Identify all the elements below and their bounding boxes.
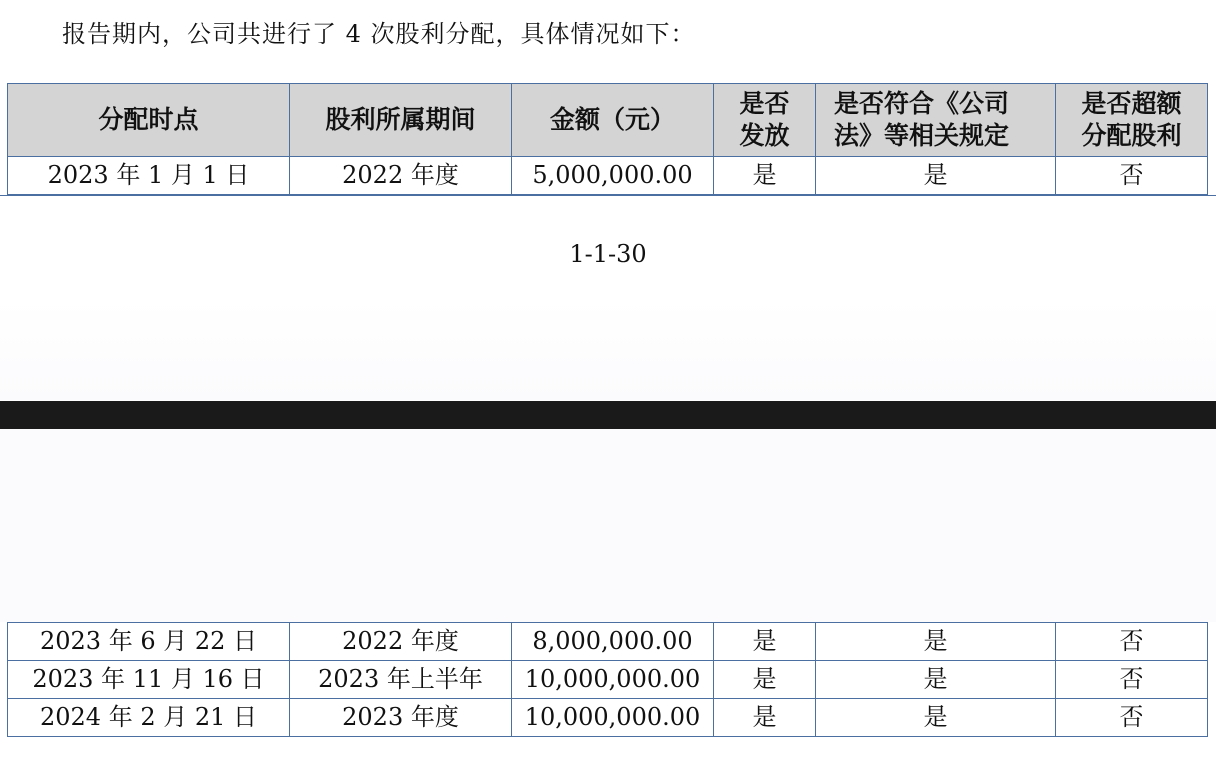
cell-period: 2023 年上半年	[290, 661, 512, 699]
dividend-table-page2	[7, 622, 1208, 737]
cell-amount: 10,000,000.00	[512, 661, 714, 699]
page-margin	[0, 300, 1216, 400]
cell-date: 2024 年 2 月 21 日	[8, 699, 290, 737]
intro-paragraph: 报告期内，公司共进行了 4 次股利分配，具体情况如下：	[62, 20, 696, 48]
page-separator	[0, 401, 1216, 429]
table-row	[8, 699, 1208, 737]
header-distribution-date: 分配时点	[8, 84, 290, 157]
cell-excess: 否	[1056, 157, 1208, 195]
header-paid: 是否发放	[714, 84, 816, 157]
dividend-table-page1	[7, 83, 1208, 195]
cell-amount: 5,000,000.00	[512, 157, 714, 195]
cell-date: 2023 年 1 月 1 日	[8, 157, 290, 195]
cell-excess: 否	[1056, 661, 1208, 699]
cell-excess: 否	[1056, 699, 1208, 737]
cell-period: 2023 年度	[290, 699, 512, 737]
page-number: 1-1-30	[569, 240, 647, 268]
page-margin	[0, 429, 1216, 622]
cell-date: 2023 年 6 月 22 日	[8, 623, 290, 661]
cell-paid: 是	[714, 699, 816, 737]
header-amount: 金额（元）	[512, 84, 714, 157]
cell-date: 2023 年 11 月 16 日	[8, 661, 290, 699]
header-compliant: 是否符合《公司法》等相关规定	[816, 84, 1056, 157]
cell-paid: 是	[714, 157, 816, 195]
cell-compliant: 是	[816, 623, 1056, 661]
header-excess: 是否超额分配股利	[1056, 84, 1208, 157]
cell-period: 2022 年度	[290, 623, 512, 661]
cell-compliant: 是	[816, 157, 1056, 195]
table-row	[8, 661, 1208, 699]
cell-amount: 8,000,000.00	[512, 623, 714, 661]
cell-compliant: 是	[816, 699, 1056, 737]
table-header-row	[8, 84, 1208, 157]
cell-period: 2022 年度	[290, 157, 512, 195]
cell-amount: 10,000,000.00	[512, 699, 714, 737]
cell-compliant: 是	[816, 661, 1056, 699]
header-dividend-period: 股利所属期间	[290, 84, 512, 157]
cell-paid: 是	[714, 623, 816, 661]
table-row	[8, 623, 1208, 661]
cell-excess: 否	[1056, 623, 1208, 661]
cell-paid: 是	[714, 661, 816, 699]
table-row	[8, 157, 1208, 195]
page-bottom-rule	[0, 195, 1216, 196]
